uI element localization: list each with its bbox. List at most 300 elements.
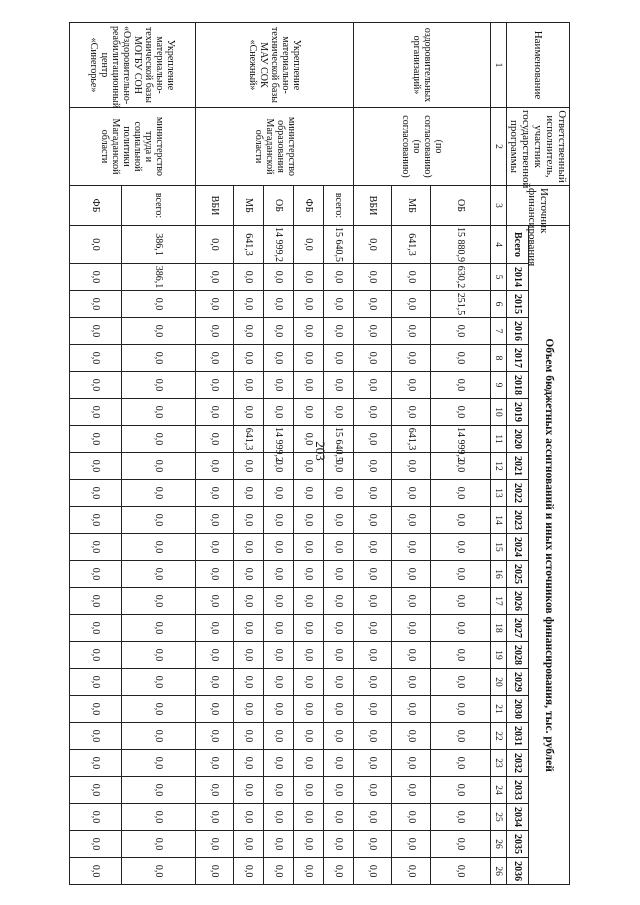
amount-cell: 0,0 (69, 453, 122, 480)
amount-cell: 0,0 (196, 615, 234, 642)
header-responsible: Ответственный исполнитель, участник государственной программы (506, 108, 569, 186)
amount-cell: 0,0 (430, 399, 490, 426)
amount-cell: 0,0 (69, 226, 122, 264)
amount-cell: 0,0 (122, 831, 196, 858)
amount-cell: 0,0 (294, 858, 324, 885)
amount-cell: 0,0 (392, 318, 430, 345)
amount-cell: 0,0 (196, 507, 234, 534)
amount-cell: 0,0 (69, 291, 122, 318)
funding-source: ОБ (430, 186, 490, 226)
amount-cell: 0,0 (430, 318, 490, 345)
amount-cell: 0,0 (196, 426, 234, 453)
amount-cell: 0,0 (69, 831, 122, 858)
amount-cell: 0,0 (294, 507, 324, 534)
column-number: 8 (490, 345, 506, 372)
amount-cell: 0,0 (392, 561, 430, 588)
amount-cell: 0,0 (69, 804, 122, 831)
amount-cell: 0,0 (69, 696, 122, 723)
amount-cell: 0,0 (354, 696, 392, 723)
amount-cell: 0,0 (234, 858, 264, 885)
column-number: 26 (490, 831, 506, 858)
amount-cell: 0,0 (324, 696, 354, 723)
amount-cell: 0,0 (294, 453, 324, 480)
amount-cell: 0,0 (122, 291, 196, 318)
amount-cell: 0,0 (122, 615, 196, 642)
amount-cell: 0,0 (264, 831, 294, 858)
column-number: 20 (490, 669, 506, 696)
amount-cell: 0,0 (234, 318, 264, 345)
amount-cell: 0,0 (354, 291, 392, 318)
amount-cell: 0,0 (354, 480, 392, 507)
header-year: 2029 (506, 669, 529, 696)
amount-cell: 0,0 (392, 588, 430, 615)
amount-cell: 0,0 (324, 345, 354, 372)
amount-cell: 0,0 (234, 534, 264, 561)
amount-cell: 0,0 (430, 480, 490, 507)
responsible-executor: министерство труда и социальной политики Магаданской области (69, 108, 196, 186)
amount-cell: 0,0 (69, 669, 122, 696)
amount-cell: 0,0 (196, 561, 234, 588)
amount-cell: 0,0 (392, 399, 430, 426)
column-number: 7 (490, 318, 506, 345)
amount-cell: 0,0 (392, 615, 430, 642)
amount-cell: 0,0 (264, 750, 294, 777)
amount-cell: 0,0 (294, 804, 324, 831)
header-year: 2017 (506, 345, 529, 372)
header-year: 2015 (506, 291, 529, 318)
amount-cell: 0,0 (324, 534, 354, 561)
amount-cell: 0,0 (430, 804, 490, 831)
table-row (122, 23, 196, 885)
header-year: 2032 (506, 750, 529, 777)
amount-cell: 0,0 (196, 264, 234, 291)
amount-cell: 0,0 (294, 264, 324, 291)
amount-cell: 0,0 (354, 642, 392, 669)
amount-cell: 0,0 (196, 453, 234, 480)
amount-cell: 0,0 (430, 345, 490, 372)
header-year: 2018 (506, 372, 529, 399)
header-year: 2036 (506, 858, 529, 885)
header-year: 2019 (506, 399, 529, 426)
program-item-name: Укрепление материально-технической базы МАУ СОК «Снежный» (196, 23, 354, 108)
column-number: 25 (490, 804, 506, 831)
amount-cell: 0,0 (294, 426, 324, 453)
amount-cell: 0,0 (264, 318, 294, 345)
amount-cell: 0,0 (234, 750, 264, 777)
amount-cell: 0,0 (324, 264, 354, 291)
amount-cell: 0,0 (196, 318, 234, 345)
amount-cell: 0,0 (430, 507, 490, 534)
column-number: 17 (490, 588, 506, 615)
amount-cell: 0,0 (69, 534, 122, 561)
amount-cell: 0,0 (69, 777, 122, 804)
amount-cell: 0,0 (69, 318, 122, 345)
amount-cell: 0,0 (324, 858, 354, 885)
amount-cell: 0,0 (324, 615, 354, 642)
amount-cell: 0,0 (324, 831, 354, 858)
amount-cell: 0,0 (196, 723, 234, 750)
amount-cell: 0,0 (122, 318, 196, 345)
table-row (324, 23, 354, 885)
amount-cell: 0,0 (196, 480, 234, 507)
column-number: 4 (490, 226, 506, 264)
amount-cell: 0,0 (122, 588, 196, 615)
amount-cell: 0,0 (294, 534, 324, 561)
amount-cell: 0,0 (69, 372, 122, 399)
amount-cell: 0,0 (392, 669, 430, 696)
amount-cell: 0,0 (354, 399, 392, 426)
header-name: Наименование (506, 23, 569, 108)
header-year: 2033 (506, 777, 529, 804)
amount-cell: 0,0 (392, 696, 430, 723)
amount-cell: 0,0 (294, 226, 324, 264)
rotated-page (70, 22, 570, 882)
header-year: 2028 (506, 642, 529, 669)
header-year: 2030 (506, 696, 529, 723)
amount-cell: 0,0 (196, 291, 234, 318)
amount-cell: 0,0 (392, 777, 430, 804)
amount-cell: 0,0 (294, 372, 324, 399)
funding-source: ВБИ (196, 186, 234, 226)
amount-cell: 0,0 (234, 507, 264, 534)
amount-cell: 641,3 (234, 226, 264, 264)
amount-cell: 0,0 (234, 804, 264, 831)
amount-cell: 0,0 (354, 561, 392, 588)
amount-cell: 0,0 (122, 750, 196, 777)
amount-cell: 0,0 (354, 750, 392, 777)
amount-cell: 0,0 (69, 507, 122, 534)
amount-cell: 641,3 (234, 426, 264, 453)
amount-cell: 0,0 (264, 507, 294, 534)
amount-cell: 0,0 (430, 858, 490, 885)
amount-cell: 0,0 (430, 372, 490, 399)
amount-cell: 0,0 (294, 399, 324, 426)
funding-source: МБ (234, 186, 264, 226)
amount-cell: 0,0 (196, 696, 234, 723)
amount-cell: 0,0 (430, 561, 490, 588)
amount-cell: 0,0 (354, 858, 392, 885)
amount-cell: 0,0 (392, 534, 430, 561)
amount-cell: 641,3 (392, 226, 430, 264)
amount-cell: 0,0 (294, 831, 324, 858)
column-number: 26 (490, 858, 506, 885)
amount-cell: 0,0 (294, 723, 324, 750)
amount-cell: 0,0 (324, 372, 354, 399)
header-year: 2034 (506, 804, 529, 831)
amount-cell: 0,0 (196, 777, 234, 804)
amount-cell: 0,0 (122, 804, 196, 831)
amount-cell: 0,0 (354, 669, 392, 696)
amount-cell: 0,0 (122, 480, 196, 507)
amount-cell: 0,0 (234, 615, 264, 642)
amount-cell: 0,0 (354, 588, 392, 615)
amount-cell: 630,2 (430, 264, 490, 291)
amount-cell: 0,0 (69, 750, 122, 777)
amount-cell: 0,0 (324, 777, 354, 804)
column-number: 13 (490, 480, 506, 507)
amount-cell: 0,0 (430, 534, 490, 561)
header-year: 2014 (506, 264, 529, 291)
amount-cell: 0,0 (234, 480, 264, 507)
funding-source: ВБИ (354, 186, 392, 226)
amount-cell: 0,0 (324, 291, 354, 318)
amount-cell: 0,0 (354, 777, 392, 804)
financing-table (69, 22, 570, 885)
amount-cell: 0,0 (354, 534, 392, 561)
amount-cell: 0,0 (354, 372, 392, 399)
header-year: 2027 (506, 615, 529, 642)
header-year: 2031 (506, 723, 529, 750)
amount-cell: 0,0 (354, 345, 392, 372)
amount-cell: 0,0 (264, 615, 294, 642)
amount-cell: 0,0 (196, 750, 234, 777)
amount-cell: 0,0 (392, 858, 430, 885)
column-number: 2 (490, 108, 506, 186)
column-number: 22 (490, 723, 506, 750)
column-number: 11 (490, 426, 506, 453)
amount-cell: 0,0 (324, 318, 354, 345)
amount-cell: 0,0 (430, 696, 490, 723)
amount-cell: 0,0 (122, 507, 196, 534)
table-row (430, 23, 490, 885)
amount-cell: 0,0 (354, 264, 392, 291)
amount-cell: 0,0 (122, 453, 196, 480)
column-number: 3 (490, 186, 506, 226)
amount-cell: 0,0 (264, 399, 294, 426)
amount-cell: 0,0 (324, 453, 354, 480)
column-number: 15 (490, 534, 506, 561)
amount-cell: 0,0 (354, 318, 392, 345)
amount-cell: 0,0 (294, 588, 324, 615)
amount-cell: 0,0 (196, 588, 234, 615)
column-number: 12 (490, 453, 506, 480)
amount-cell: 0,0 (354, 226, 392, 264)
amount-cell: 0,0 (354, 426, 392, 453)
program-item-name: Укрепление материально-технической базы МОГБУ СОН «Оздоровительно-реабилитационный центр «Синегорье» (69, 23, 196, 108)
amount-cell: 0,0 (122, 534, 196, 561)
header-year: 2021 (506, 453, 529, 480)
amount-cell: 0,0 (264, 588, 294, 615)
amount-cell: 0,0 (122, 345, 196, 372)
column-number: 5 (490, 264, 506, 291)
amount-cell: 0,0 (324, 561, 354, 588)
amount-cell: 0,0 (294, 642, 324, 669)
amount-cell: 0,0 (196, 226, 234, 264)
header-volume-title: Объем бюджетных ассигнований и иных источников финансирования, тыс. рублей (529, 226, 570, 885)
amount-cell: 0,0 (234, 264, 264, 291)
column-number: 23 (490, 750, 506, 777)
amount-cell: 0,0 (430, 669, 490, 696)
amount-cell: 386,1 (122, 226, 196, 264)
amount-cell: 14 999,2 (264, 426, 294, 453)
amount-cell: 0,0 (324, 642, 354, 669)
funding-source: ФБ (294, 186, 324, 226)
amount-cell: 0,0 (264, 858, 294, 885)
funding-source: всего: (324, 186, 354, 226)
amount-cell: 0,0 (196, 804, 234, 831)
amount-cell: 15 880,9 (430, 226, 490, 264)
header-total: Всего (506, 226, 529, 264)
amount-cell: 0,0 (196, 345, 234, 372)
amount-cell: 0,0 (294, 750, 324, 777)
amount-cell: 0,0 (234, 291, 264, 318)
amount-cell: 0,0 (294, 669, 324, 696)
responsible-executor: (по согласованию) (по согласованию) (354, 108, 490, 186)
amount-cell: 0,0 (69, 723, 122, 750)
amount-cell: 0,0 (264, 777, 294, 804)
responsible-executor: министерство образования Магаданской области (196, 108, 354, 186)
amount-cell: 251,5 (430, 291, 490, 318)
amount-cell: 0,0 (324, 588, 354, 615)
amount-cell: 0,0 (69, 264, 122, 291)
funding-source: МБ (392, 186, 430, 226)
amount-cell: 0,0 (234, 669, 264, 696)
amount-cell: 0,0 (324, 507, 354, 534)
column-number: 21 (490, 696, 506, 723)
amount-cell: 0,0 (196, 372, 234, 399)
header-year: 2024 (506, 534, 529, 561)
amount-cell: 0,0 (122, 642, 196, 669)
amount-cell: 0,0 (234, 642, 264, 669)
amount-cell: 0,0 (264, 723, 294, 750)
amount-cell: 0,0 (354, 615, 392, 642)
amount-cell: 0,0 (234, 777, 264, 804)
amount-cell: 0,0 (264, 291, 294, 318)
amount-cell: 0,0 (196, 669, 234, 696)
funding-source: ФБ (69, 186, 122, 226)
amount-cell: 15 640,5 (324, 426, 354, 453)
amount-cell: 0,0 (392, 507, 430, 534)
amount-cell: 0,0 (392, 723, 430, 750)
amount-cell: 0,0 (234, 561, 264, 588)
amount-cell: 0,0 (234, 831, 264, 858)
amount-cell: 386,1 (122, 264, 196, 291)
amount-cell: 0,0 (264, 345, 294, 372)
amount-cell: 0,0 (324, 804, 354, 831)
amount-cell: 0,0 (264, 534, 294, 561)
column-number: 24 (490, 777, 506, 804)
amount-cell: 0,0 (354, 723, 392, 750)
amount-cell: 0,0 (69, 345, 122, 372)
column-number: 16 (490, 561, 506, 588)
amount-cell: 0,0 (234, 588, 264, 615)
amount-cell: 0,0 (392, 291, 430, 318)
amount-cell: 0,0 (69, 588, 122, 615)
amount-cell: 0,0 (354, 831, 392, 858)
column-number: 1 (490, 23, 506, 108)
amount-cell: 0,0 (69, 480, 122, 507)
amount-cell: 0,0 (264, 453, 294, 480)
header-year: 2035 (506, 831, 529, 858)
amount-cell: 0,0 (69, 615, 122, 642)
amount-cell: 0,0 (234, 372, 264, 399)
amount-cell: 0,0 (69, 426, 122, 453)
amount-cell: 0,0 (294, 318, 324, 345)
amount-cell: 0,0 (430, 453, 490, 480)
amount-cell: 14 999,2 (430, 426, 490, 453)
amount-cell: 0,0 (324, 669, 354, 696)
amount-cell: 0,0 (294, 345, 324, 372)
amount-cell: 0,0 (122, 858, 196, 885)
amount-cell: 0,0 (122, 696, 196, 723)
header-year: 2022 (506, 480, 529, 507)
amount-cell: 0,0 (264, 480, 294, 507)
amount-cell: 0,0 (430, 750, 490, 777)
amount-cell: 0,0 (354, 804, 392, 831)
amount-cell: 0,0 (294, 696, 324, 723)
amount-cell: 0,0 (430, 642, 490, 669)
program-item-name: оздоровительных организаций» (354, 23, 490, 108)
amount-cell: 0,0 (69, 858, 122, 885)
amount-cell: 0,0 (392, 642, 430, 669)
amount-cell: 0,0 (196, 534, 234, 561)
amount-cell: 0,0 (430, 588, 490, 615)
amount-cell: 0,0 (196, 831, 234, 858)
amount-cell: 0,0 (392, 831, 430, 858)
amount-cell: 0,0 (122, 372, 196, 399)
column-number: 14 (490, 507, 506, 534)
amount-cell: 0,0 (264, 696, 294, 723)
amount-cell: 0,0 (392, 372, 430, 399)
amount-cell: 0,0 (234, 723, 264, 750)
amount-cell: 0,0 (234, 345, 264, 372)
amount-cell: 0,0 (264, 804, 294, 831)
amount-cell: 0,0 (392, 750, 430, 777)
column-number: 19 (490, 642, 506, 669)
amount-cell: 0,0 (392, 480, 430, 507)
amount-cell: 0,0 (430, 777, 490, 804)
amount-cell: 0,0 (69, 561, 122, 588)
amount-cell: 0,0 (430, 831, 490, 858)
amount-cell: 641,3 (392, 426, 430, 453)
amount-cell: 0,0 (234, 696, 264, 723)
amount-cell: 0,0 (122, 561, 196, 588)
amount-cell: 0,0 (122, 399, 196, 426)
column-number: 6 (490, 291, 506, 318)
header-year: 2025 (506, 561, 529, 588)
amount-cell: 0,0 (122, 777, 196, 804)
header-source: Источник финансирования (506, 186, 569, 226)
funding-source: ОБ (264, 186, 294, 226)
amount-cell: 0,0 (294, 615, 324, 642)
amount-cell: 0,0 (294, 561, 324, 588)
amount-cell: 0,0 (196, 399, 234, 426)
amount-cell: 0,0 (294, 777, 324, 804)
amount-cell: 0,0 (354, 453, 392, 480)
amount-cell: 0,0 (294, 480, 324, 507)
amount-cell: 0,0 (196, 858, 234, 885)
column-number: 10 (490, 399, 506, 426)
header-year: 2026 (506, 588, 529, 615)
amount-cell: 0,0 (392, 345, 430, 372)
amount-cell: 0,0 (324, 750, 354, 777)
column-number: 18 (490, 615, 506, 642)
amount-cell: 0,0 (324, 399, 354, 426)
amount-cell: 0,0 (324, 480, 354, 507)
header-year: 2020 (506, 426, 529, 453)
amount-cell: 0,0 (234, 453, 264, 480)
amount-cell: 0,0 (392, 804, 430, 831)
amount-cell: 0,0 (294, 291, 324, 318)
amount-cell: 0,0 (122, 669, 196, 696)
amount-cell: 0,0 (430, 723, 490, 750)
amount-cell: 0,0 (392, 453, 430, 480)
amount-cell: 0,0 (392, 264, 430, 291)
amount-cell: 0,0 (324, 723, 354, 750)
amount-cell: 0,0 (264, 561, 294, 588)
amount-cell: 0,0 (122, 723, 196, 750)
amount-cell: 0,0 (264, 642, 294, 669)
